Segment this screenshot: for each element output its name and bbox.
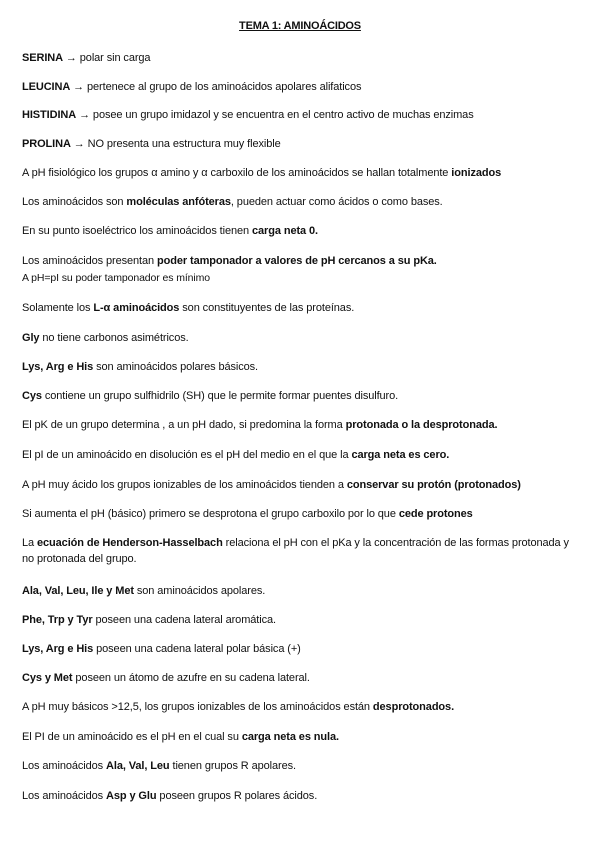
line-term: Cys (22, 390, 42, 402)
line-term: PROLINA (22, 138, 71, 150)
line-text: La (22, 537, 37, 549)
line-r-acidos (22, 788, 582, 804)
line-term: Lys, Arg e His (22, 643, 94, 655)
line-carga-nula (22, 729, 582, 745)
line-text: A pH=pI su poder tamponador es mínimo (22, 272, 211, 284)
line-polar-basica (22, 641, 582, 657)
line-histidina (22, 107, 582, 123)
line-term: Asp y Glu (106, 790, 157, 802)
line-pk (22, 417, 582, 433)
line-desprotonados (22, 699, 582, 715)
line-text: , pueden actuar como ácidos o como bases. (230, 196, 443, 208)
line-term: carga neta 0. (252, 225, 318, 237)
line-serina (22, 50, 582, 66)
line-term: Lys, Arg e His (22, 361, 94, 373)
line-leucina (22, 79, 582, 95)
line-text: relaciona el pH con el pKa y la concentración de las formas protonada y no protonada del grupo. (22, 537, 569, 565)
line-term: Cys y Met (22, 672, 73, 684)
line-text: son aminoácidos apolares. (133, 585, 266, 597)
line-term: desprotonados. (372, 701, 455, 713)
line-text: → posee un grupo imidazol y se encuentra en el centro activo de muchas enzimas (76, 109, 474, 121)
line-aromatica (22, 612, 582, 628)
line-text: → polar sin carga (62, 52, 151, 64)
line-term: protonada o la desprotonada. (345, 419, 498, 431)
line-text: → NO presenta una estructura muy flexible (70, 138, 281, 150)
line-text: A pH muy ácido los grupos ionizables de los aminoácidos tienden a (22, 479, 347, 491)
line-isoelectrico (22, 223, 582, 239)
line-text: Los aminoácidos (22, 760, 107, 772)
line-term: ecuación de Henderson-Hasselbach (37, 537, 223, 549)
line-term: HISTIDINA (22, 109, 77, 121)
line-henderson-hasselbach (22, 535, 578, 567)
line-term: Ala, Val, Leu, Ile y Met (22, 585, 134, 597)
line-term: Ala, Val, Leu (106, 760, 170, 772)
line-term: Phe, Trp y Tyr (22, 614, 93, 626)
line-gly (22, 330, 582, 346)
line-prolina (22, 136, 582, 152)
line-text: poseen una cadena lateral aromática. (92, 614, 276, 626)
line-ph-basico (22, 506, 582, 522)
line-term: Gly (22, 332, 40, 344)
line-text: A pH muy básicos >12,5, los grupos ionizables de los aminoácidos están (22, 701, 373, 713)
line-term: poder tamponador a valores de pH cercanos a su pKa. (157, 255, 437, 267)
line-text: no tiene carbonos asimétricos. (39, 332, 189, 344)
line-cys-disulfuro (22, 388, 582, 404)
line-text: Los aminoácidos son (22, 196, 127, 208)
line-text: A pH fisiológico los grupos α amino y α carboxilo de los aminoácidos se hallan totalmente (22, 167, 452, 179)
line-text: poseen un átomo de azufre en su cadena lateral. (72, 672, 310, 684)
line-text: El PI de un aminoácido es el pH en el cual su (22, 731, 242, 743)
line-term: L-α aminoácidos (93, 302, 180, 314)
line-text: poseen grupos R polares ácidos. (156, 790, 318, 802)
line-lys-arg-his-basicos (22, 359, 582, 375)
line-pi-disolucion (22, 447, 582, 463)
page-title: TEMA 1: AMINOÁCIDOS (239, 20, 361, 32)
line-term: carga neta es cero. (351, 449, 450, 461)
line-term: moléculas anfóteras (126, 196, 231, 208)
line-term: ionizados (451, 167, 502, 179)
line-text: tienen grupos R apolares. (169, 760, 296, 772)
line-term: cede protones (398, 508, 473, 520)
line-ph-acido (22, 477, 582, 493)
line-text: Solamente los (22, 302, 94, 314)
line-text: poseen una cadena lateral polar básica (+) (93, 643, 301, 655)
line-ph-pi (22, 270, 582, 286)
line-ph-fisiologico (22, 165, 582, 181)
line-text: El pK de un grupo determina , a un pH dado, si predomina la forma (22, 419, 346, 431)
line-text: El pI de un aminoácido en disolución es el pH del medio en el que la (22, 449, 352, 461)
line-r-apolares (22, 758, 582, 774)
line-term: carga neta es nula. (241, 731, 339, 743)
line-text: En su punto isoeléctrico los aminoácidos tienen (22, 225, 253, 237)
line-term: LEUCINA (22, 81, 71, 93)
line-text: Los aminoácidos (22, 790, 107, 802)
line-term: SERINA (22, 52, 63, 64)
line-anfoteras (22, 194, 582, 210)
line-l-alfa (22, 300, 582, 316)
line-text: son aminoácidos polares básicos. (93, 361, 259, 373)
line-text: contiene un grupo sulfhidrilo (SH) que le permite formar puentes disulfuro. (41, 390, 399, 402)
line-text: Si aumenta el pH (básico) primero se desprotona el grupo carboxilo por lo que (22, 508, 399, 520)
line-text: son constituyentes de las proteínas. (179, 302, 355, 314)
line-text: → pertenece al grupo de los aminoácidos apolares alifaticos (70, 81, 362, 93)
line-apolares (22, 583, 582, 599)
line-tamponador (22, 253, 582, 269)
line-text: Los aminoácidos presentan (22, 255, 157, 267)
line-term: conservar su protón (protonados) (346, 479, 521, 491)
line-azufre (22, 670, 582, 686)
